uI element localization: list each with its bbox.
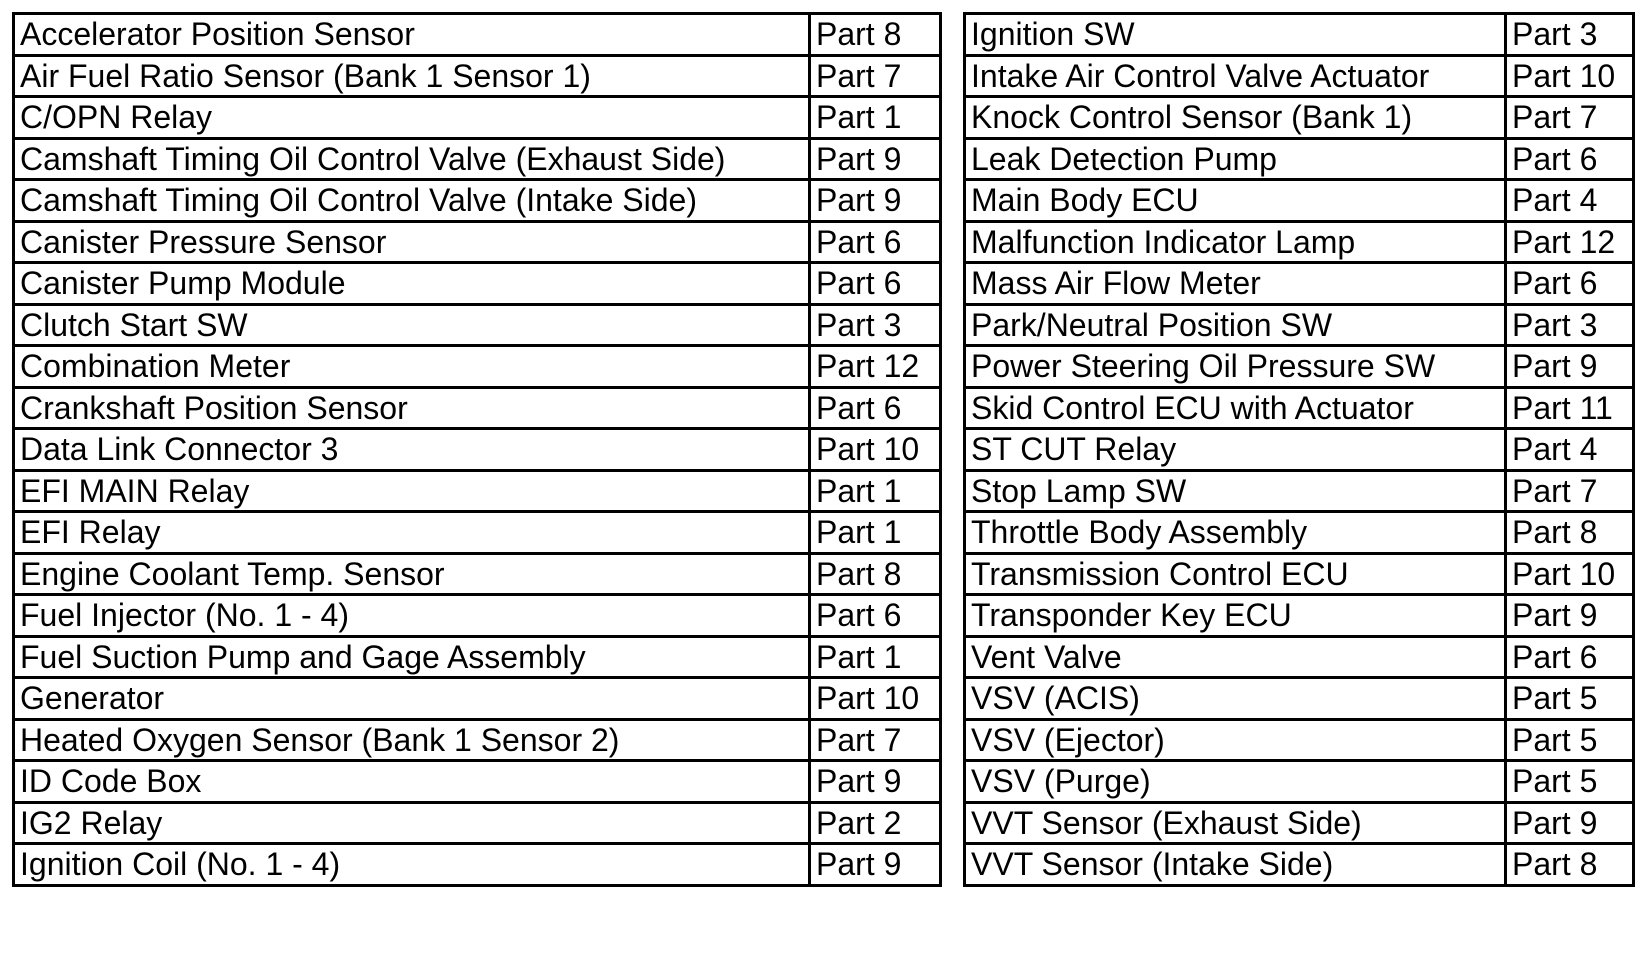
part-reference-cell: Part 2 [810, 802, 941, 844]
part-reference-cell: Part 11 [1506, 387, 1634, 429]
table-row [965, 55, 1634, 97]
table-row [14, 387, 941, 429]
component-name-cell: VSV (ACIS) [965, 678, 1506, 720]
component-name-cell: Accelerator Position Sensor [14, 14, 810, 56]
table-row [965, 636, 1634, 678]
component-name-cell: EFI Relay [14, 512, 810, 554]
table-row [14, 761, 941, 803]
table-row [965, 429, 1634, 471]
table-row [965, 470, 1634, 512]
part-reference-cell: Part 6 [810, 387, 941, 429]
part-reference-cell: Part 4 [1506, 180, 1634, 222]
part-reference-cell: Part 5 [1506, 719, 1634, 761]
component-name-cell: Fuel Injector (No. 1 - 4) [14, 595, 810, 637]
component-name-cell: Transponder Key ECU [965, 595, 1506, 637]
part-reference-cell: Part 9 [810, 138, 941, 180]
table-row [14, 180, 941, 222]
table-row [965, 14, 1634, 56]
component-name-cell: Leak Detection Pump [965, 138, 1506, 180]
component-name-cell: IG2 Relay [14, 802, 810, 844]
component-name-cell: Skid Control ECU with Actuator [965, 387, 1506, 429]
component-name-cell: Intake Air Control Valve Actuator [965, 55, 1506, 97]
component-name-cell: Ignition Coil (No. 1 - 4) [14, 844, 810, 886]
part-reference-cell: Part 6 [810, 221, 941, 263]
part-reference-cell: Part 9 [1506, 802, 1634, 844]
component-name-cell: VVT Sensor (Exhaust Side) [965, 802, 1506, 844]
component-name-cell: VSV (Purge) [965, 761, 1506, 803]
part-reference-cell: Part 10 [810, 678, 941, 720]
table-row [14, 678, 941, 720]
part-reference-cell: Part 1 [810, 470, 941, 512]
component-name-cell: ST CUT Relay [965, 429, 1506, 471]
component-name-cell: Malfunction Indicator Lamp [965, 221, 1506, 263]
part-reference-cell: Part 3 [810, 304, 941, 346]
component-name-cell: Knock Control Sensor (Bank 1) [965, 97, 1506, 139]
table-row [965, 387, 1634, 429]
part-reference-cell: Part 1 [810, 636, 941, 678]
component-name-cell: Crankshaft Position Sensor [14, 387, 810, 429]
part-reference-cell: Part 4 [1506, 429, 1634, 471]
table-row [14, 304, 941, 346]
part-reference-cell: Part 6 [1506, 636, 1634, 678]
table-row [14, 553, 941, 595]
part-reference-cell: Part 6 [1506, 263, 1634, 305]
component-name-cell: Engine Coolant Temp. Sensor [14, 553, 810, 595]
table-row [14, 14, 941, 56]
part-reference-cell: Part 6 [810, 263, 941, 305]
part-reference-cell: Part 8 [1506, 844, 1634, 886]
part-reference-cell: Part 6 [1506, 138, 1634, 180]
component-index-table-left-body [14, 14, 941, 886]
component-name-cell: Transmission Control ECU [965, 553, 1506, 595]
component-name-cell: Ignition SW [965, 14, 1506, 56]
component-name-cell: Throttle Body Assembly [965, 512, 1506, 554]
part-reference-cell: Part 8 [810, 14, 941, 56]
table-row [965, 595, 1634, 637]
table-row [14, 346, 941, 388]
component-name-cell: VVT Sensor (Intake Side) [965, 844, 1506, 886]
component-name-cell: Camshaft Timing Oil Control Valve (Intake Side) [14, 180, 810, 222]
table-row [965, 346, 1634, 388]
table-row [14, 636, 941, 678]
table-row [14, 429, 941, 471]
table-row [14, 802, 941, 844]
table-row [14, 470, 941, 512]
component-name-cell: VSV (Ejector) [965, 719, 1506, 761]
component-name-cell: Air Fuel Ratio Sensor (Bank 1 Sensor 1) [14, 55, 810, 97]
part-reference-cell: Part 12 [1506, 221, 1634, 263]
component-name-cell: C/OPN Relay [14, 97, 810, 139]
part-reference-cell: Part 8 [810, 553, 941, 595]
table-row [14, 263, 941, 305]
component-index-table-right [963, 12, 1635, 887]
part-reference-cell: Part 7 [1506, 470, 1634, 512]
table-row [965, 304, 1634, 346]
table-row [965, 138, 1634, 180]
part-reference-cell: Part 1 [810, 97, 941, 139]
part-reference-cell: Part 7 [810, 719, 941, 761]
table-row [965, 221, 1634, 263]
part-reference-cell: Part 5 [1506, 678, 1634, 720]
table-row [965, 512, 1634, 554]
table-row [965, 802, 1634, 844]
component-name-cell: ID Code Box [14, 761, 810, 803]
table-row [965, 719, 1634, 761]
part-reference-cell: Part 1 [810, 512, 941, 554]
component-name-cell: Generator [14, 678, 810, 720]
component-index-table-left [12, 12, 942, 887]
component-name-cell: Park/Neutral Position SW [965, 304, 1506, 346]
table-row [14, 138, 941, 180]
component-name-cell: Stop Lamp SW [965, 470, 1506, 512]
part-reference-cell: Part 12 [810, 346, 941, 388]
component-index-table-right-body [965, 14, 1634, 886]
part-reference-cell: Part 7 [810, 55, 941, 97]
table-row [14, 844, 941, 886]
table-row [14, 595, 941, 637]
table-row [965, 97, 1634, 139]
table-row [965, 844, 1634, 886]
part-reference-cell: Part 6 [810, 595, 941, 637]
part-reference-cell: Part 9 [810, 761, 941, 803]
table-row [14, 221, 941, 263]
component-name-cell: Main Body ECU [965, 180, 1506, 222]
table-row [14, 55, 941, 97]
part-reference-cell: Part 5 [1506, 761, 1634, 803]
component-name-cell: Clutch Start SW [14, 304, 810, 346]
table-row [965, 263, 1634, 305]
component-name-cell: Canister Pump Module [14, 263, 810, 305]
part-reference-cell: Part 9 [810, 180, 941, 222]
table-row [965, 678, 1634, 720]
part-reference-cell: Part 9 [810, 844, 941, 886]
part-reference-cell: Part 10 [1506, 553, 1634, 595]
part-reference-cell: Part 9 [1506, 595, 1634, 637]
table-row [14, 512, 941, 554]
part-reference-cell: Part 3 [1506, 304, 1634, 346]
part-reference-cell: Part 8 [1506, 512, 1634, 554]
table-row [14, 719, 941, 761]
part-reference-cell: Part 7 [1506, 97, 1634, 139]
part-reference-cell: Part 10 [810, 429, 941, 471]
component-name-cell: Canister Pressure Sensor [14, 221, 810, 263]
component-name-cell: Combination Meter [14, 346, 810, 388]
table-row [965, 180, 1634, 222]
table-row [14, 97, 941, 139]
component-name-cell: Vent Valve [965, 636, 1506, 678]
component-name-cell: Mass Air Flow Meter [965, 263, 1506, 305]
part-reference-cell: Part 10 [1506, 55, 1634, 97]
part-reference-cell: Part 9 [1506, 346, 1634, 388]
component-name-cell: Power Steering Oil Pressure SW [965, 346, 1506, 388]
component-name-cell: Heated Oxygen Sensor (Bank 1 Sensor 2) [14, 719, 810, 761]
component-name-cell: EFI MAIN Relay [14, 470, 810, 512]
component-name-cell: Fuel Suction Pump and Gage Assembly [14, 636, 810, 678]
part-reference-cell: Part 3 [1506, 14, 1634, 56]
component-name-cell: Data Link Connector 3 [14, 429, 810, 471]
table-row [965, 553, 1634, 595]
component-name-cell: Camshaft Timing Oil Control Valve (Exhaust Side) [14, 138, 810, 180]
table-row [965, 761, 1634, 803]
